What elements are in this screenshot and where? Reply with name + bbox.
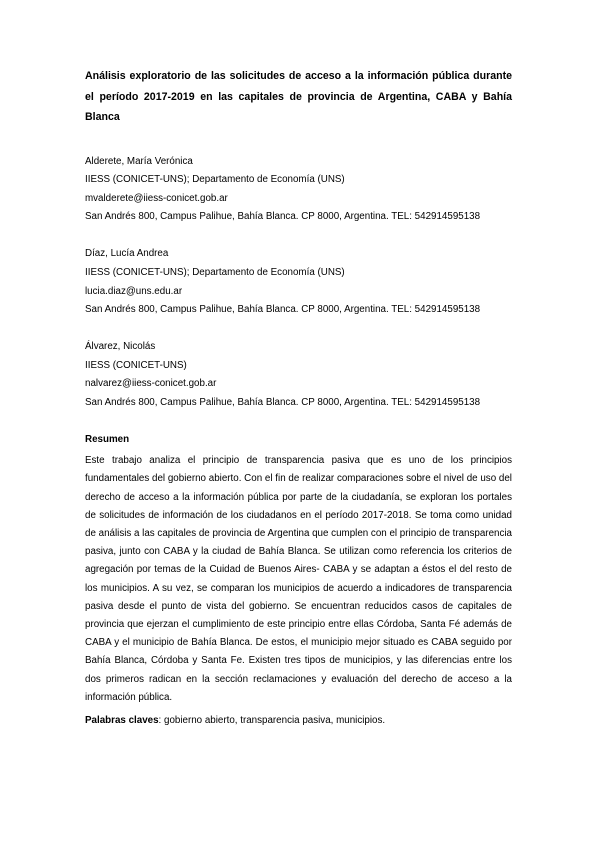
abstract-text: Este trabajo analiza el principio de transparencia pasiva que es uno de los principios fundamentales del gobierno abierto. Con el fin de realizar comparaciones sobre el nivel de uso del derecho de acceso a la información pública por parte de la ciudadanía, se exploran los portales de solicitudes de información de los ciudadanos en el período 2017-2018. Se toma como unidad de análisis a las capitales de provincia de Argentina que cumplen con el principio de transparencia pasiva, junto con CABA y la ciudad de Bahía Blanca. Se utilizan como referencia los criterios de agregación por temas de la Cuidad de Buenos Aires- CABA y se adaptan a éstos el del resto de los municipios. A su vez, se comparan los municipios de acuerdo a indicadores de transparencia pasiva desde el punto de vista del gobierno. Se encuentran reducidos casos de capitales de provincia que ejerzan el cumplimiento de este principio entre ellas Córdoba, Santa Fé además de CABA y el municipio de Bahía Blanca. De estos, el municipio mejor situado es CABA seguido por Bahía Blanca, Córdoba y Santa Fe. Existen tres tipos de municipios, y las diferencias entre los dos primeros radican en la sección reclamaciones y evaluación del derecho de acceso a la información pública. bbox=[85, 455, 512, 703]
author-block bbox=[85, 153, 512, 227]
author-name: Álvarez, Nicolás bbox=[85, 341, 156, 353]
author-affiliation: IIESS (CONICET-UNS) bbox=[85, 359, 187, 371]
author-affiliation: IIESS (CONICET-UNS); Departamento de Economía (UNS) bbox=[85, 174, 345, 186]
author-name: Díaz, Lucía Andrea bbox=[85, 248, 169, 260]
keywords-line bbox=[85, 712, 512, 730]
author-block bbox=[85, 245, 512, 319]
author-address: San Andrés 800, Campus Palihue, Bahía Blanca. CP 8000, Argentina. TEL: 542914595138 bbox=[85, 211, 481, 223]
author-address: San Andrés 800, Campus Palihue, Bahía Blanca. CP 8000, Argentina. TEL: 542914595138 bbox=[85, 304, 481, 316]
abstract-heading: Resumen bbox=[85, 434, 130, 446]
keywords-text: : gobierno abierto, transparencia pasiva, municipios. bbox=[158, 714, 386, 726]
author-email: mvalderete@iiess-conicet.gob.ar bbox=[85, 192, 228, 204]
author-email: lucia.diaz@uns.edu.ar bbox=[85, 285, 183, 297]
author-address: San Andrés 800, Campus Palihue, Bahía Blanca. CP 8000, Argentina. TEL: 542914595138 bbox=[85, 397, 481, 409]
author-email: nalvarez@iiess-conicet.gob.ar bbox=[85, 378, 217, 390]
document-page bbox=[85, 66, 512, 730]
author-block bbox=[85, 338, 512, 412]
author-name: Alderete, María Verónica bbox=[85, 155, 193, 167]
paper-title: Análisis exploratorio de las solicitudes de acceso a la información pública durante el período 2017-2019 en las capitales de provincia de Argentina, CABA y Bahía Blanca bbox=[85, 70, 512, 123]
author-affiliation: IIESS (CONICET-UNS); Departamento de Economía (UNS) bbox=[85, 266, 345, 278]
keywords-label: Palabras claves bbox=[85, 714, 159, 726]
